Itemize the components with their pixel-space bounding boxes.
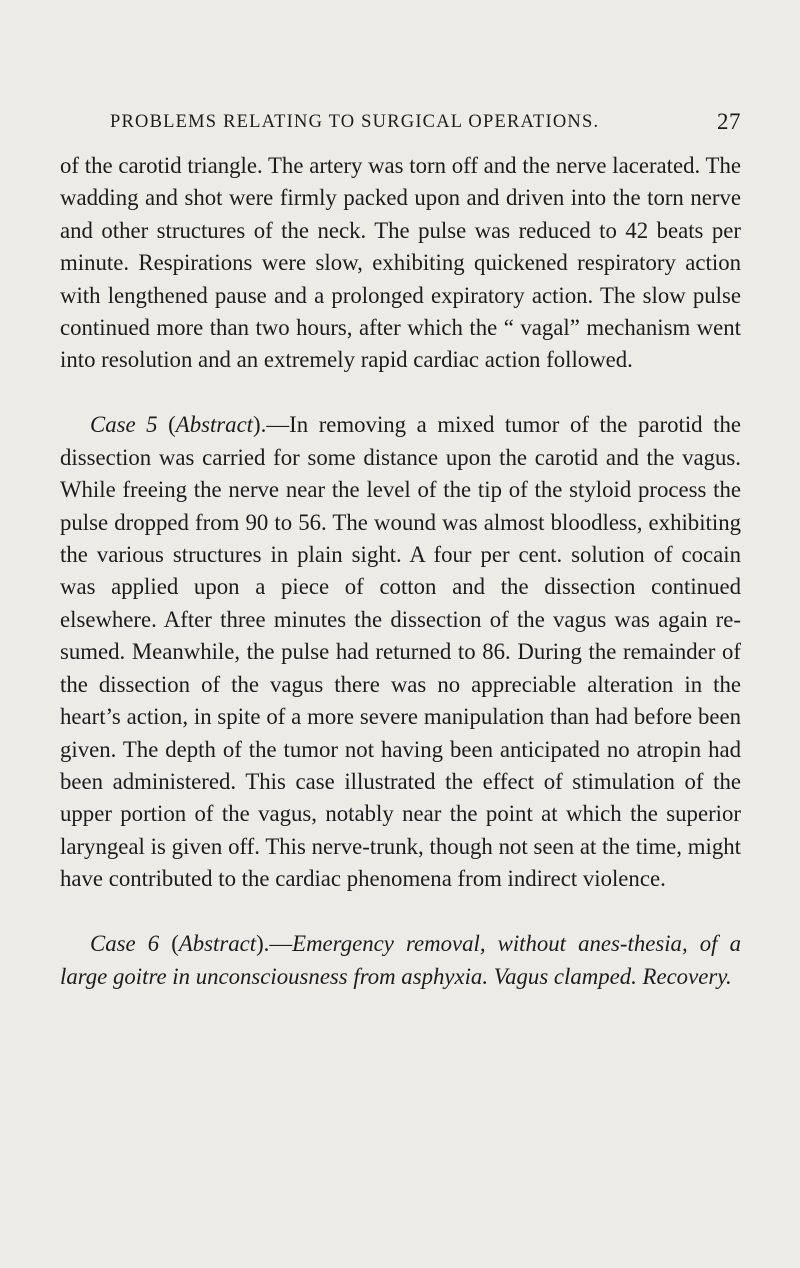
case-6-close-paren-dash: ).— [256,931,293,957]
case-6-abstract-label: Abstract [178,931,257,957]
case-6-title: Emergency removal, without anes-thesia, of a large goitre in unconsciousness from asphyxia. Vagus clamped. Recovery. [60,931,741,989]
case-5-text: In removing a mixed tumor of the parotid the dissection was carried for some distance upon the carotid and the vagus. While freeing the nerve near the level of the tip of the styloid process the pulse dropped from 90 to 56. The wound was almost bloodless, exhibiting the various structures in plain sight. A four per cent. solution of cocain was applied upon a piece of cotton and the dissection continued elsewhere. After three minutes the dissection of the vagus was again re-sumed. Meanwhile, the pulse had returned to 86. During the remainder of the dissection of the vagus there was no appreciable alteration in the heart’s action, in spite of a more severe manipulation than had before been given. The depth of the tumor not having been anticipated no atropin had been administered. This case illustrated the effect of stimulation of the upper portion of the vagus, notably near the point at which the superior laryngeal is given off. This nerve-trunk, though not seen at the time, might have contributed to the cardiac phenomena from indirect violence. [60,412,741,892]
case-5-open-paren: ( [157,412,176,438]
page-number: 27 [717,109,741,134]
case-5-label: Case 5 [90,412,158,438]
paragraph-case-5 [60,409,741,895]
body-text [60,150,741,1026]
running-head [60,109,741,146]
case-6-open-paren: ( [159,931,179,957]
book-page [60,0,741,1268]
running-title: PROBLEMS RELATING TO SURGICAL OPERATIONS. [110,112,600,132]
case-6-label: Case 6 [90,931,160,957]
paragraph-case-6 [60,928,741,993]
case-5-close-paren-dash: ).— [253,412,290,438]
case-5-abstract-label: Abstract [175,412,254,438]
paragraph-continuation: of the carotid triangle. The artery was torn off and the nerve lacerated. The wadding and shot were firmly packed upon and driven into the torn nerve and other structures of the neck. The pulse was reduced to 42 beats per minute. Respirations were slow, exhibiting quickened respiratory action with lengthened pause and a prolonged expiratory action. The slow pulse continued more than two hours, after which the “ vagal” mechanism went into resolution and an extremely rapid cardiac action followed. [60,153,741,373]
